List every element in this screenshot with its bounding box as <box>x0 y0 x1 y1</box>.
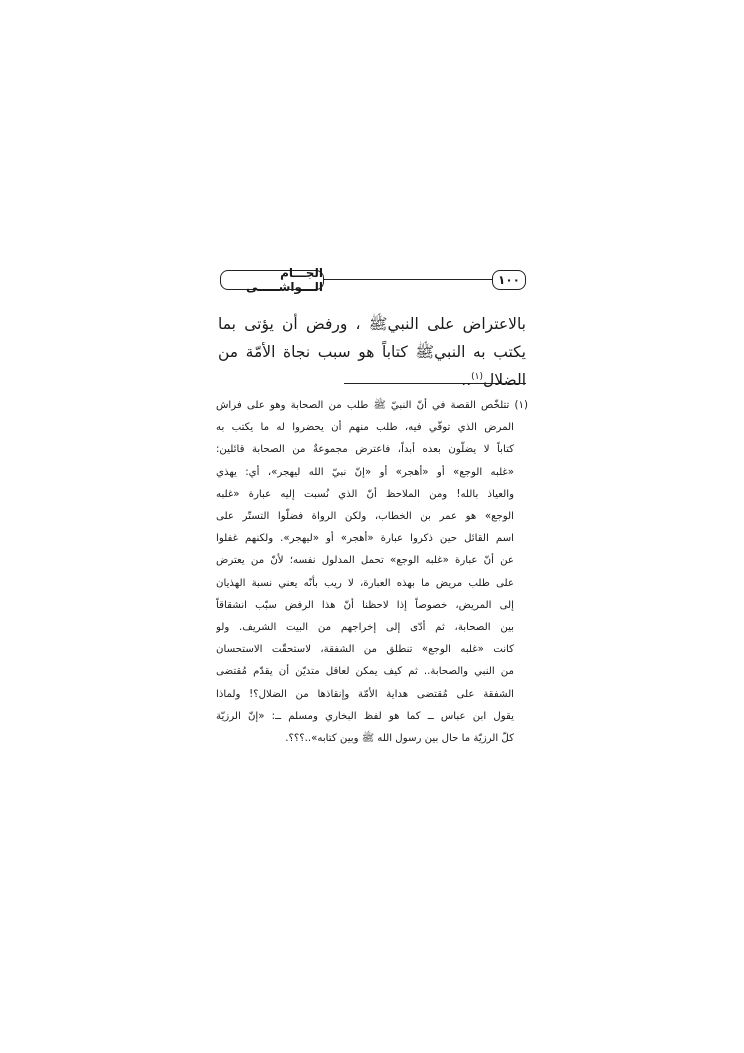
page-number-text: ١٠٠ <box>498 273 520 287</box>
footnote-line: بين الصحابة، ثم أدّى إلى إخراجهم من البيت الشريف. ولو <box>216 622 514 634</box>
page-number <box>492 270 526 290</box>
footnote-line: عن أنّ عبارة «غلبه الوجع» تحمل المدلول نفسه؛ لأنّ من يعترض <box>216 555 514 567</box>
footnote-separator <box>344 383 526 384</box>
footnote <box>216 395 528 750</box>
footnote-line: الشفقة على مُقتضى هداية الأمّة وإنقاذها من الضلال؟! ولماذا <box>216 688 514 700</box>
header-rule <box>324 279 492 280</box>
footnote-marker: (١) <box>514 400 528 411</box>
footnote-line: كانت «غلبه الوجع» تنطلق من الشفقة، لاستحقّت الاستحسان <box>216 644 514 656</box>
footnote-line: الوجع» هو عمر بن الخطاب، ولكن الرواة فضلّوا التستّر على <box>216 511 514 523</box>
footnote-line: المرض الذي توفّي فيه، طلب منهم أن يحضروا له ما يكتب به <box>216 422 514 434</box>
footnote-line: والعياذ بالله! ومن الملاحظ أنّ الذي نُسبت إليه عبارة «غلبه <box>216 488 514 500</box>
footnote-line: إلى المريض، خصوصاً إذا لاحظنا أنّ هذا الرفض سبّب انشقاقاً <box>216 599 514 611</box>
footnote-line: كتاباً لا يضلّون بعده أبداً، فاعترض مجموعةٌ من الصحابة قائلين: <box>216 444 514 456</box>
main-paragraph <box>218 310 526 394</box>
footnote-line: على طلب مريض ما بهذه العبارة، لا ريب بأنّه يعني نسبة الهذيان <box>216 577 514 589</box>
footnote-line: كلّ الرزيّة ما حال بين رسول الله ﷺ وبين كتابه»..؟؟؟. <box>285 733 514 745</box>
footnote-line: يقول ابن عباس ــ كما هو لفظ البخاري ومسلم ــ: «إنّ الرزيّة <box>216 710 514 722</box>
footnote-line <box>216 395 528 417</box>
book-title-text: الجـــام الـــواشـــــى <box>245 266 323 294</box>
book-title <box>220 266 324 294</box>
main-line-2-end: .. <box>461 371 472 389</box>
footnote-line: «غلبه الوجع» أو «أهجر» أو «إنّ نبيّ الله ليهجر»، أي: يهذي <box>216 466 514 478</box>
footnote-line: اسم القائل حين ذكروا عبارة «أهجر» أو «ليهجر». ولكنهم غفلوا <box>216 533 514 545</box>
main-line-1: بالاعتراض على النبيﷺ ، ورفض أن يؤتى بما يكتب <box>218 315 526 361</box>
footnote-reference[interactable]: (١) <box>471 371 484 382</box>
main-line-2: به النبيﷺ كتاباً هو سبب نجاة الأمّة من الضلال <box>218 343 526 389</box>
footnote-line-text: تتلخّص القصة في أنّ النبيّ ﷺ طلب من الصحابة وهو على فراش <box>216 400 510 411</box>
footnote-line: من النبي والصحابة.. ثم كيف يمكن لعاقل متديّن أن يقدّم مُقتضى <box>216 666 514 678</box>
main-text <box>218 310 526 394</box>
page-header <box>220 266 526 294</box>
